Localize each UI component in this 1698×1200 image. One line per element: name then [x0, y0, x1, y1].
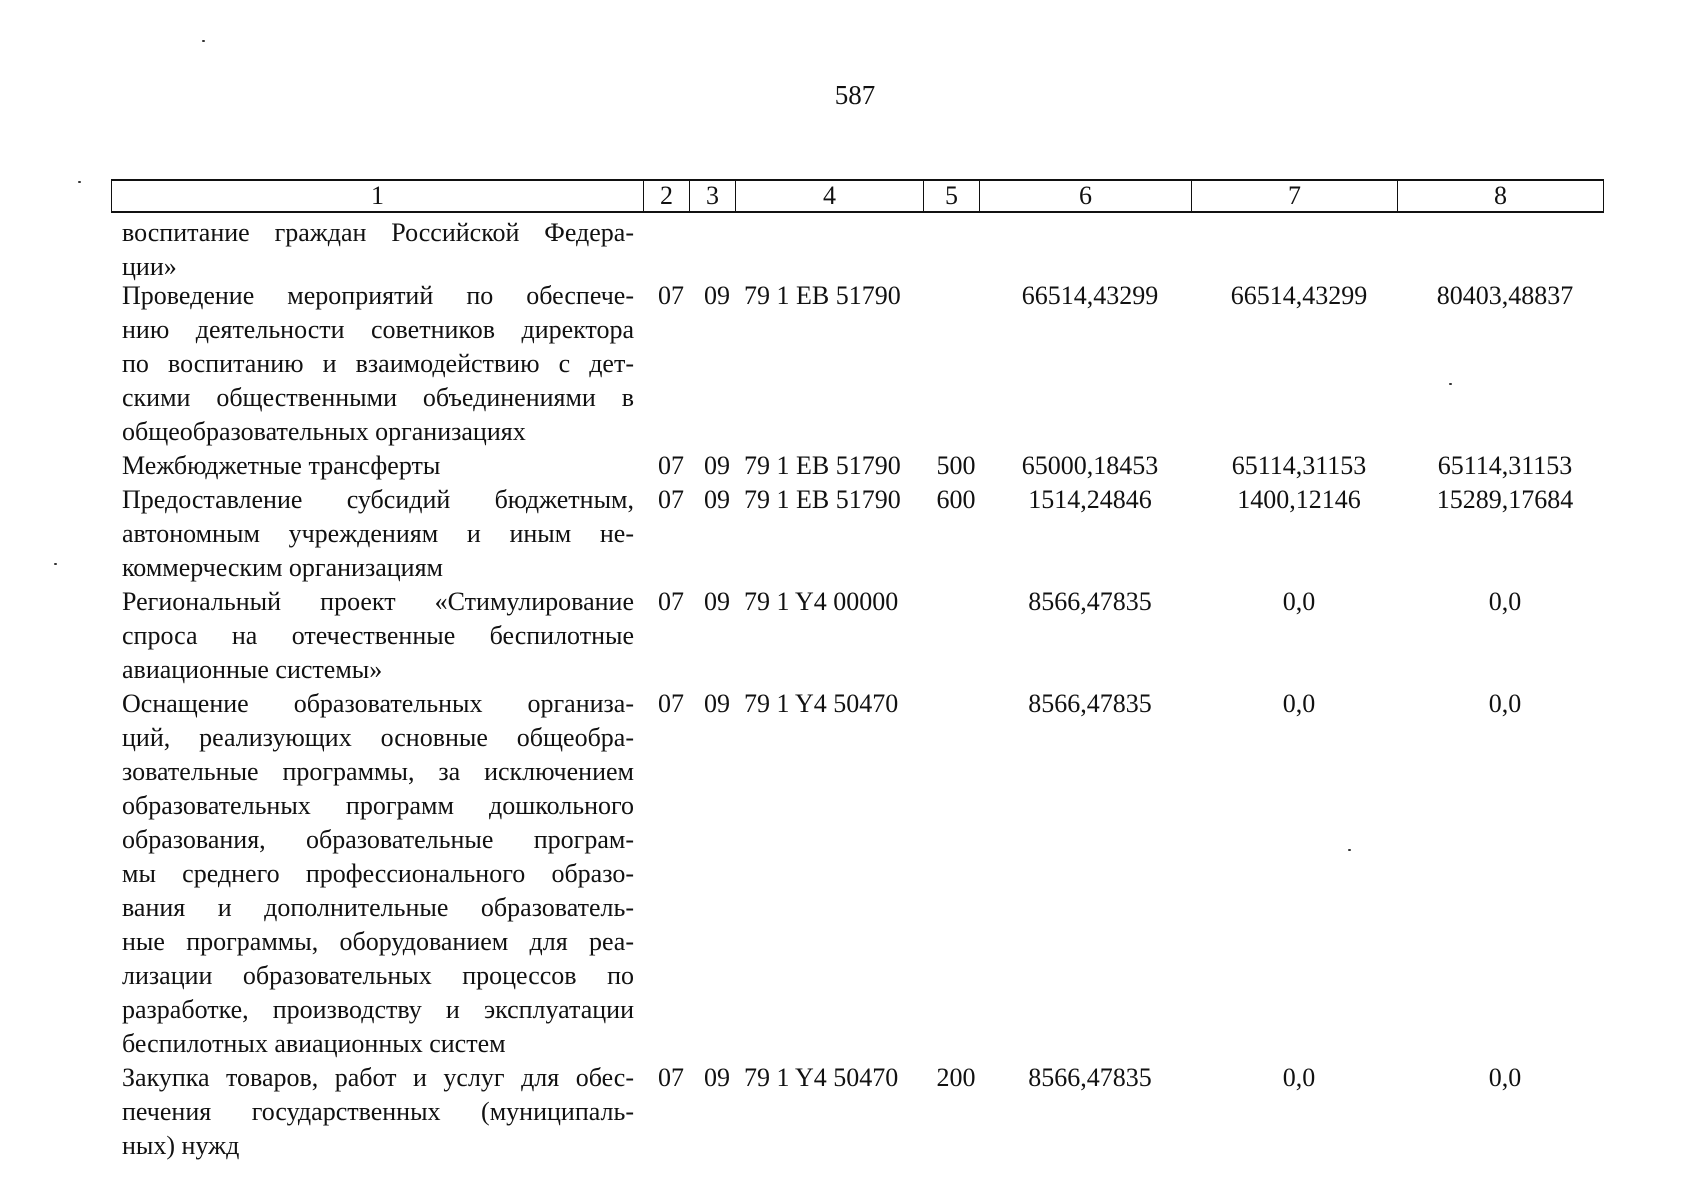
cell-prz: 09 [704, 451, 730, 480]
row-name-line: вания и дополнительные образователь- [122, 893, 634, 922]
cell-csr: 79 1 Y4 50470 [744, 1063, 899, 1092]
cell-year1: 8566,47835 [1028, 1063, 1152, 1092]
cell-year1: 8566,47835 [1028, 689, 1152, 718]
row-name-line: образовательных программ дошкольного [122, 791, 634, 820]
cell-year3: 65114,31153 [1437, 451, 1573, 480]
column-header-rz: 2 [644, 180, 690, 212]
row-name [122, 216, 634, 284]
cell-rz: 07 [658, 1063, 684, 1092]
cell-year2: 66514,43299 [1230, 281, 1368, 310]
column-header-csr: 4 [736, 180, 924, 212]
row-name [122, 279, 634, 449]
row-name-line: Региональный проект «Стимулирование [122, 587, 634, 616]
cell-year2: 0,0 [1282, 1063, 1316, 1092]
row-name-line: нию деятельности советников директора [122, 315, 634, 344]
scan-speck [1449, 383, 1452, 385]
row-name-line: автономным учреждениям и иным не- [122, 519, 634, 548]
row-name [122, 687, 634, 1061]
cell-csr: 79 1 Y4 50470 [744, 689, 899, 718]
row-name-line: коммерческим организациям [122, 553, 444, 582]
cell-csr: 79 1 ЕВ 51790 [744, 281, 901, 310]
cell-prz: 09 [704, 485, 730, 514]
row-name-line: ных) нужд [122, 1131, 240, 1160]
row-name [122, 1061, 634, 1163]
row-name-line: Проведение мероприятий по обеспече- [122, 281, 634, 310]
scan-speck [1348, 849, 1351, 851]
row-name-line: печения государственных (муниципаль- [122, 1097, 634, 1126]
row-name-line: авиационные системы» [122, 655, 383, 684]
column-header-year2: 7 [1192, 180, 1398, 212]
row-name-line: Предоставление субсидий бюджетным, [122, 485, 634, 514]
cell-year1: 8566,47835 [1028, 587, 1152, 616]
cell-prz: 09 [704, 281, 730, 310]
cell-prz: 09 [704, 689, 730, 718]
row-name-line: Межбюджетные трансферты [122, 451, 441, 480]
row-name-line: спроса на отечественные беспилотные [122, 621, 634, 650]
cell-year3: 0,0 [1488, 689, 1522, 718]
row-name-line: Закупка товаров, работ и услуг для обес- [122, 1063, 634, 1092]
row-name-line: образования, образовательные програм- [122, 825, 634, 854]
cell-prz: 09 [704, 1063, 730, 1092]
column-header-year3: 8 [1398, 180, 1604, 212]
column-header-name: 1 [112, 180, 644, 212]
cell-year2: 65114,31153 [1231, 451, 1367, 480]
column-header-year1: 6 [980, 180, 1192, 212]
row-name-line: воспитание граждан Российской Федера- [122, 218, 634, 247]
cell-vr: 200 [936, 1063, 976, 1092]
row-name-line: ции» [122, 252, 177, 281]
cell-year3: 80403,48837 [1436, 281, 1574, 310]
row-name-line: скими общественными объединениями в [122, 383, 634, 412]
row-name [122, 449, 634, 483]
cell-rz: 07 [658, 587, 684, 616]
scan-speck [202, 40, 205, 42]
cell-rz: 07 [658, 281, 684, 310]
cell-prz: 09 [704, 587, 730, 616]
column-header-vr: 5 [924, 180, 980, 212]
cell-year1: 66514,43299 [1021, 281, 1159, 310]
scan-speck [54, 563, 57, 565]
row-name [122, 483, 634, 585]
row-name [122, 585, 634, 687]
cell-rz: 07 [658, 451, 684, 480]
row-name-line: мы среднего профессионального образо- [122, 859, 634, 888]
cell-vr: 600 [936, 485, 976, 514]
cell-csr: 79 1 ЕВ 51790 [744, 485, 901, 514]
page-number: 587 [834, 80, 876, 110]
row-name-line: беспилотных авиационных систем [122, 1029, 506, 1058]
cell-year1: 1514,24846 [1028, 485, 1152, 514]
cell-year2: 0,0 [1282, 587, 1316, 616]
row-name-line: ные программы, оборудованием для реа- [122, 927, 634, 956]
cell-year2: 0,0 [1282, 689, 1316, 718]
cell-year1: 65000,18453 [1021, 451, 1159, 480]
cell-vr: 500 [936, 451, 976, 480]
cell-csr: 79 1 ЕВ 51790 [744, 451, 901, 480]
cell-rz: 07 [658, 485, 684, 514]
column-header-row [111, 179, 1604, 213]
cell-rz: 07 [658, 689, 684, 718]
column-header-prz: 3 [690, 180, 736, 212]
cell-year2: 1400,12146 [1237, 485, 1361, 514]
row-name-line: лизации образовательных процессов по [122, 961, 634, 990]
cell-year3: 15289,17684 [1436, 485, 1574, 514]
row-name-line: разработке, производству и эксплуатации [122, 995, 634, 1024]
row-name-line: Оснащение образовательных организа- [122, 689, 634, 718]
row-name-line: общеобразовательных организациях [122, 417, 526, 446]
scan-speck [78, 181, 81, 183]
cell-year3: 0,0 [1488, 1063, 1522, 1092]
cell-csr: 79 1 Y4 00000 [744, 587, 899, 616]
row-name-line: ций, реализующих основные общеобра- [122, 723, 634, 752]
row-name-line: зовательные программы, за исключением [122, 757, 634, 786]
cell-year3: 0,0 [1488, 587, 1522, 616]
row-name-line: по воспитанию и взаимодействию с дет- [122, 349, 634, 378]
